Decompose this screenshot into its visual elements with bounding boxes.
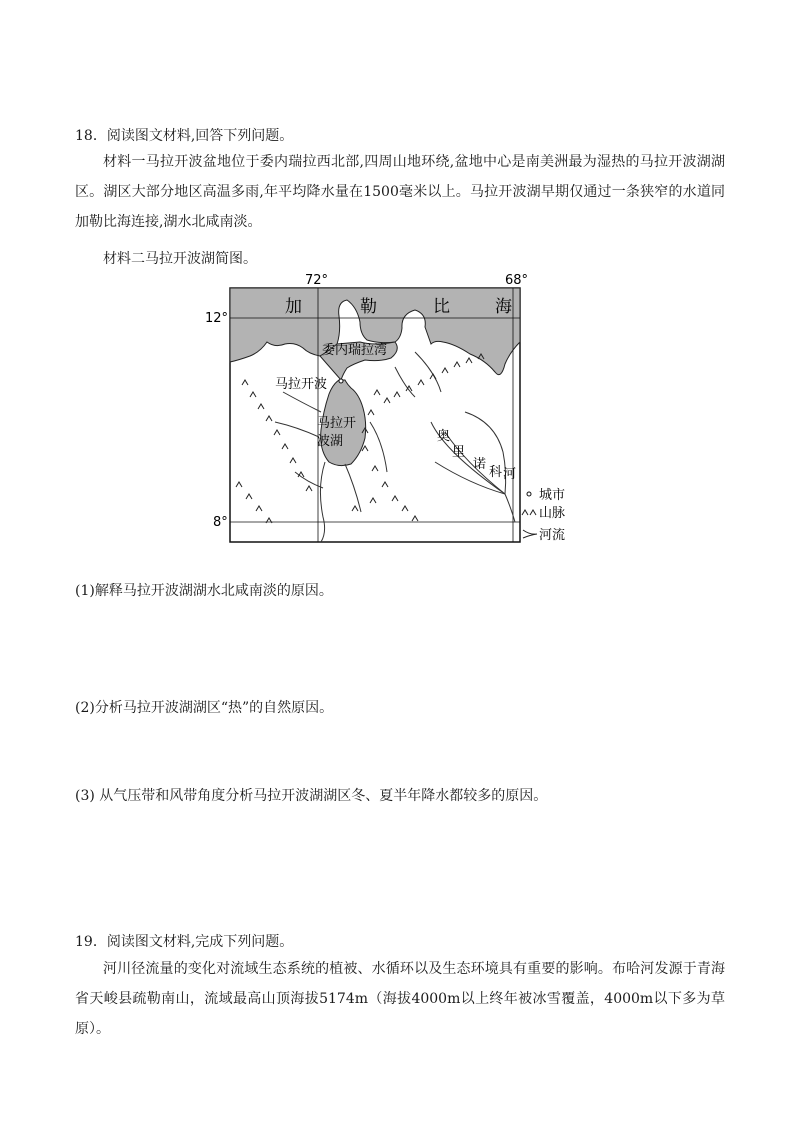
sea-char-4: 海 — [495, 297, 512, 317]
city-marker-maracaibo — [339, 379, 343, 383]
lake-label-line1: 马拉开 — [317, 416, 357, 431]
legend-city-label: 城市 — [539, 488, 566, 503]
river-char-5: 河 — [503, 467, 517, 482]
question-18-prompt: 阅读图文材料,回答下列问题。 — [106, 128, 294, 144]
question-19-material: 河川径流量的变化对流域生态系统的植被、水循环以及生态环境具有重要的影响。布哈河发源于青海省天峻县疏勒南山，流域最高山顶海拔5174m（海拔4000m以上终年被冰雪覆盖，4000m以下多为草原）。 — [75, 961, 725, 1037]
legend-city-icon — [527, 492, 531, 496]
maracaibo-map — [205, 272, 595, 548]
question-18-sub2: (2)分析马拉开波湖湖区“热”的自然原因。 — [75, 700, 334, 716]
material-1: 材料一马拉开波盆地位于委内瑞拉西北部,四周山地环绕,盆地中心是南美洲最为湿热的马拉开波湖湖区。湖区大部分地区高温多雨,年平均降水量在1500毫米以上。马拉开波湖早期仅通过一条狭窄的水道同加勒比海连接,湖水北咸南淡。 — [75, 154, 725, 230]
question-18-sub1: (1)解释马拉开波湖湖水北咸南淡的原因。 — [75, 583, 333, 599]
material-2-caption: 材料二马拉开波湖简图。 — [103, 251, 257, 267]
legend-mountain-label: 山脉 — [539, 506, 566, 521]
question-19-prompt: 阅读图文材料,完成下列问题。 — [106, 934, 294, 950]
sea-char-2: 勒 — [360, 297, 377, 317]
legend-river-label: 河流 — [539, 528, 566, 543]
lake-label-line2: 波湖 — [317, 434, 344, 449]
city-label-maracaibo: 马拉开波 — [275, 377, 328, 392]
question-18-number: 18． — [75, 128, 107, 144]
river-char-2: 里 — [452, 445, 466, 460]
sea-char-3: 比 — [433, 297, 450, 317]
question-18-sub3: (3) 从气压带和风带角度分析马拉开波湖湖区冬、夏半年降水都较多的原因。 — [75, 788, 548, 804]
river-char-3: 诺 — [473, 457, 487, 472]
map-figure — [205, 272, 595, 548]
legend-mountain-icon — [522, 510, 536, 515]
lat-label-8: 8° — [213, 515, 228, 530]
river-char-4: 科 — [489, 465, 503, 480]
lon-label-68: 68° — [505, 273, 529, 288]
question-19-number: 19． — [75, 934, 107, 950]
legend-river-icon — [523, 530, 537, 538]
gulf-label: 委内瑞拉湾 — [322, 343, 388, 358]
river-char-1: 奥 — [437, 429, 451, 444]
lon-label-72: 72° — [305, 273, 329, 288]
lat-label-12: 12° — [205, 311, 229, 326]
sea-char-1: 加 — [285, 297, 302, 317]
